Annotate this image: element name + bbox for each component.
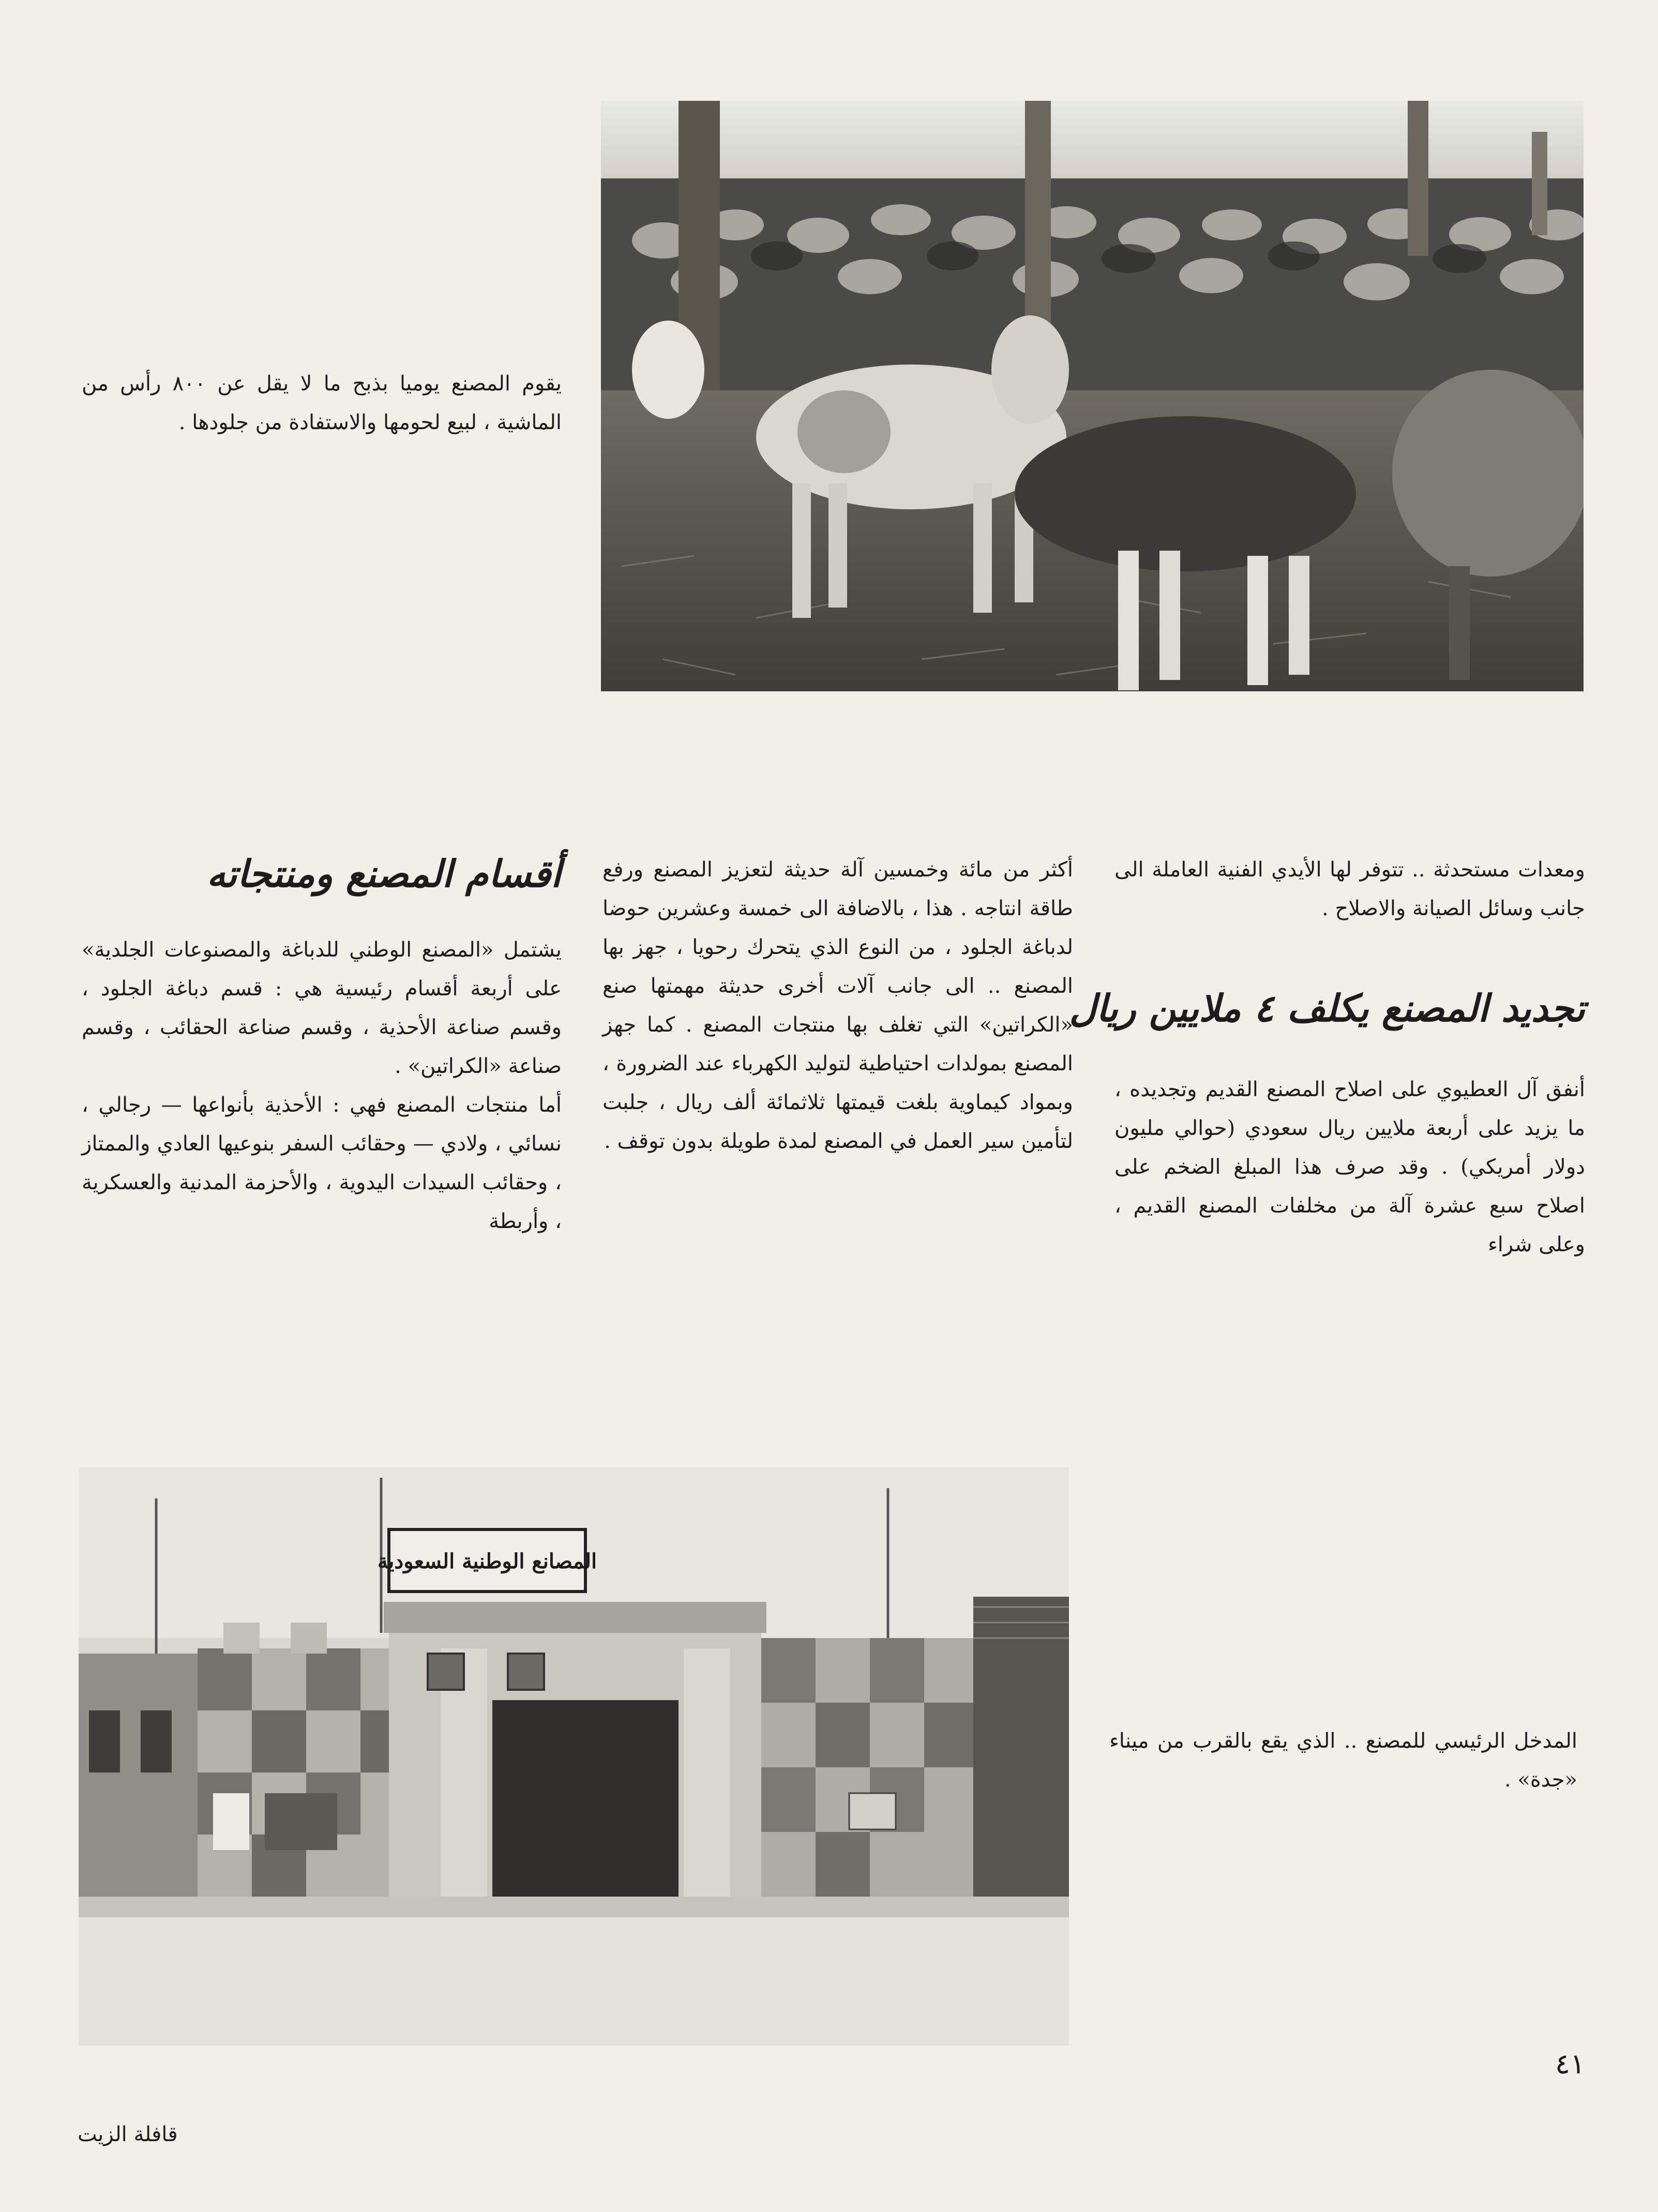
article-right-column-body <box>1114 1070 1585 1264</box>
heading-departments-products: أقسام المصنع ومنتجاته <box>206 852 561 896</box>
factory-sign-text: المصانع الوطنية السعودية <box>377 1549 597 1573</box>
middle-column-body: أكثر من مائة وخمسين آلة حديثة لتعزيز المصنع ورفع طاقة انتاجه . هذا ، بالاضافة الى خمسة وعشرين حوضا لدباغة الجلود ، من النوع الذي يتحرك رحويا ، جهز بها المصنع .. الى جانب آلات أخرى حديثة مهمتها صنع «الكراتين» التي تغلف بها منتجات المصنع . كما جهز المصنع بمولدات احتياطية لتوليد الكهرباء عند الضرورة ، وبمواد كيماوية بلغت قيمتها ثلاثمائة ألف ريال ، جلبت لتأمين سير العمل في المصنع لمدة طويلة بدون توقف . <box>602 858 1073 1153</box>
magazine-name: قافلة الزيت <box>78 2123 178 2146</box>
factory-entrance-caption: المدخل الرئيسي للمصنع .. الذي يقع بالقرب من ميناء «جدة» . <box>1109 1729 1577 1792</box>
page-number: ٤١ <box>1555 2048 1585 2080</box>
left-column-body-1: يشتمل «المصنع الوطني للدباغة والمصنوعات الجلدية» على أربعة أقسام رئيسية هي : قسم دباغة الجلود ، وقسم صناعة الأحذية ، وقسم صناعة الحقائب ، وقسم صناعة «الكراتين» . <box>82 938 562 1078</box>
sheep-photo <box>601 101 1584 691</box>
article-left-column <box>82 931 562 1241</box>
right-column-intro: ومعدات مستحدثة .. تتوفر لها الأيدي الفنية العاملة الى جانب وسائل الصيانة والاصلاح . <box>1114 858 1585 920</box>
heading-renovation: تجديد المصنع يكلف ٤ ملايين ريال <box>1069 986 1585 1030</box>
article-middle-column <box>602 851 1073 1161</box>
right-column-body: أنفق آل العطيوي على اصلاح المصنع القديم وتجديده ، ما يزيد على أربعة ملايين ريال سعودي (حوالي مليون دولار أمريكي) . وقد صرف هذا المبلغ الضخم على اصلاح سبع عشرة آلة من مخلفات المصنع القديم ، وعلى شراء <box>1114 1078 1585 1256</box>
factory-entrance-photo <box>79 1467 1069 2046</box>
left-column-body-2: أما منتجات المصنع فهي : الأحذية بأنواعها — رجالي ، نسائي ، ولادي — وحقائب السفر بنوعيها العادي والممتاز ، وحقائب السيدات اليدوية ، والأحزمة المدنية والعسكرية ، وأربطة <box>82 1093 562 1233</box>
sheep-photo-caption: يقوم المصنع يوميا بذبح ما لا يقل عن ٨٠٠ رأس من الماشية ، لبيع لحومها والاستفادة من جلودها . <box>82 372 562 434</box>
article-right-column <box>1114 851 1585 928</box>
